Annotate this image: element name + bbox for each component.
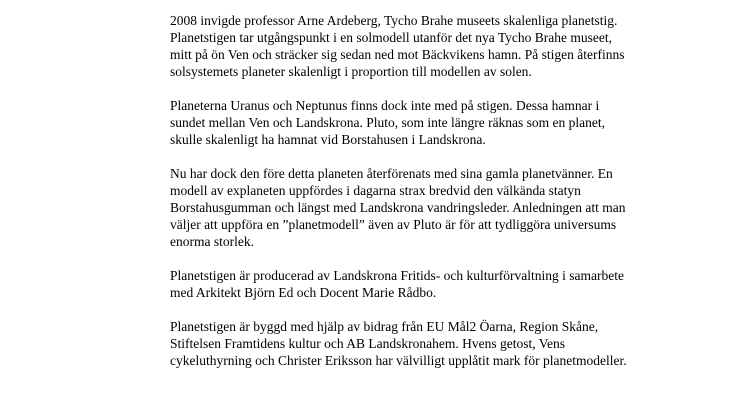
paragraph-funding: Planetstigen är byggd med hjälp av bidrag från EU Mål2 Öarna, Region Skåne, Stiftelsen Framtidens kultur och AB Landskronahem. Hvens getost, Vens cykeluthyrning och Christer Eriksson har välvilligt upplåtit mark för planetmodeller. <box>170 319 627 368</box>
document-body <box>170 12 634 369</box>
paragraph-intro: 2008 invigde professor Arne Ardeberg, Tycho Brahe museets skalenliga planetstig. Planetstigen tar utgångspunkt i en solmodell utanför det nya Tycho Brahe museet, mitt på ön Ven och sträcker sig sedan ned mot Bäckvikens hamn. På stigen återfinns solsystemets planeter skalenligt i proportion till modellen av solen. <box>170 13 625 79</box>
paragraph-uranus-neptunus: Planeterna Uranus och Neptunus finns dock inte med på stigen. Dessa hamnar i sundet mellan Ven och Landskrona. Pluto, som inte längre räknas som en planet, skulle skalenligt ha hamnat vid Borstahusen i Landskrona. <box>170 98 606 147</box>
paragraph-pluto-model: Nu har dock den före detta planeten återförenats med sina gamla planetvänner. En modell av explaneten uppfördes i dagarna strax bredvid den välkända statyn Borstahusgumman och längst med Landskrona vandringsleder. Anledningen att man väljer att uppföra en ”planetmodell” även av Pluto är för att tydliggöra universums enorma storlek. <box>170 166 626 249</box>
paragraph-producers: Planetstigen är producerad av Landskrona Fritids- och kulturförvaltning i samarbete med Arkitekt Björn Ed och Docent Marie Rådbo. <box>170 268 624 300</box>
